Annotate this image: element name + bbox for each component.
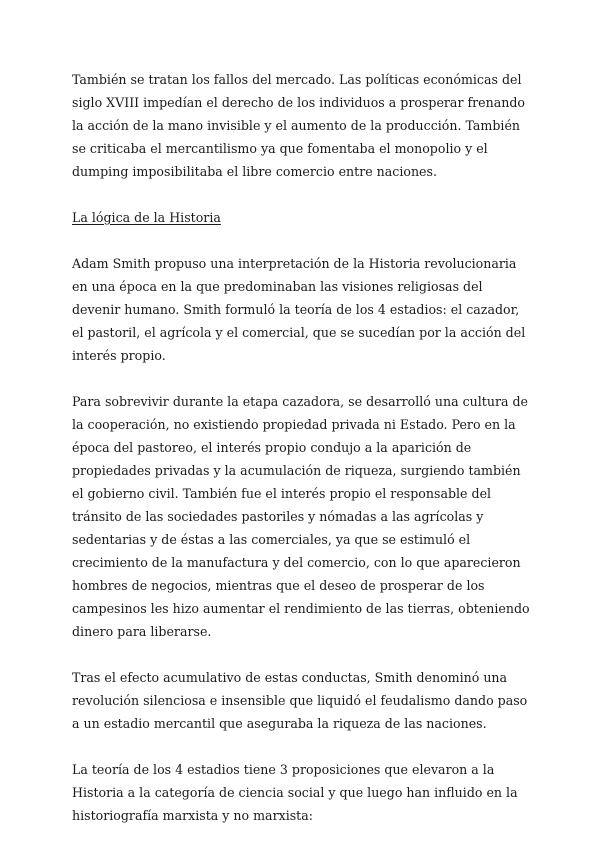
paragraph-hunting-stage: Para sobrevivir durante la etapa cazadora, se desarrolló una cultura de la cooperación, no existiendo propiedad privada ni Estado. Pero en la época del pastoreo, el interés propio condujo a la aparición de propiedades privadas y la acumulación de riqueza, surgiendo también el gobierno civil. También fue el interés propio el responsable del tránsito de las sociedades pastoriles y nómadas a las agrícolas y sedentarias y de éstas a las comerciales, ya que se estimuló el crecimiento de la manufactura y del comercio, con lo que aparecieron hombres de negocios, mientras que el deseo de prosperar de los campesinos les hizo aumentar el rendimiento de las tierras, obteniendo dinero para liberarse. (72, 394, 530, 639)
paragraph-adam-smith-history: Adam Smith propuso una interpretación de la Historia revolucionaria en una época en la que predominaban las visiones religiosas del devenir humano. Smith formuló la teoría de los 4 estadios: el cazador, el pastoril, el agrícola y el comercial, que se sucedían por la acción del interés propio. (72, 256, 526, 363)
document-page (72, 68, 532, 850)
paragraph-market-failures: También se tratan los fallos del mercado. Las políticas económicas del siglo XVIII impedían el derecho de los individuos a prosperar frenando la acción de la mano invisible y el aumento de la producción. También se criticaba el mercantilismo ya que fomentaba el monopolio y el dumping imposibilitaba el libre comercio entre naciones. (72, 72, 525, 179)
paragraph-silent-revolution: Tras el efecto acumulativo de estas conductas, Smith denominó una revolución silenciosa e insensible que liquidó el feudalismo dando paso a un estadio mercantil que aseguraba la riqueza de las naciones. (72, 670, 528, 731)
paragraph-four-stages-theory: La teoría de los 4 estadios tiene 3 proposiciones que elevaron a la Historia a la categoría de ciencia social y que luego han influido en la historiografía marxista y no marxista: (72, 762, 518, 823)
section-heading: La lógica de la Historia (72, 210, 221, 225)
